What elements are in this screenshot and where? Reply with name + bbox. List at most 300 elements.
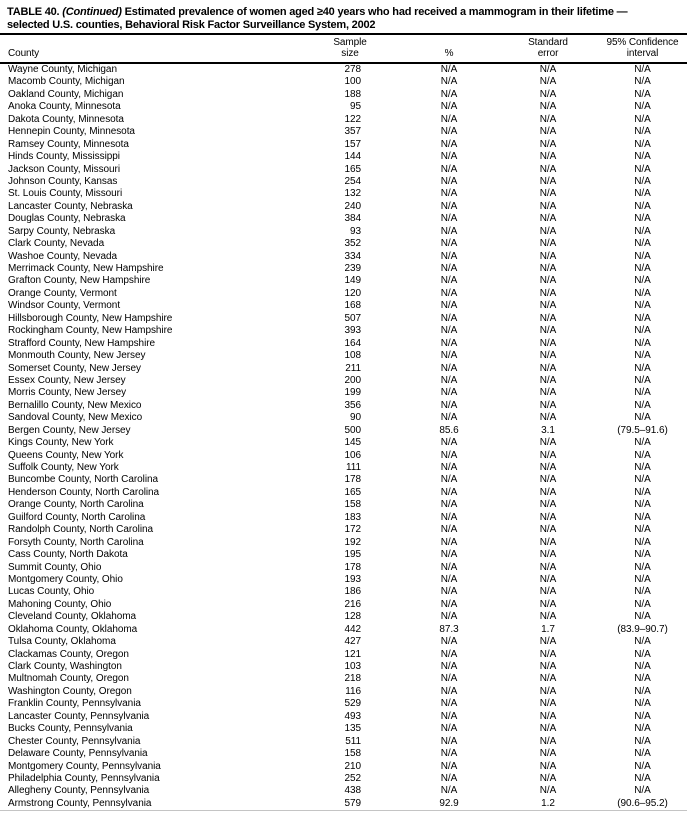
confidence-interval-cell: N/A (634, 772, 651, 784)
confidence-interval-cell: N/A (634, 113, 651, 125)
standard-error-cell: N/A (539, 175, 557, 187)
confidence-interval-cell: N/A (634, 151, 651, 163)
percent-cell: N/A (440, 101, 458, 113)
county-cell: Bucks County, Pennsylvania (8, 723, 133, 735)
sample-size-cell: 121 (344, 648, 361, 660)
confidence-interval-cell: N/A (634, 598, 651, 610)
sample-size-cell: 164 (344, 337, 361, 349)
table-row (0, 661, 687, 673)
table-row (0, 400, 687, 412)
standard-error-cell: N/A (539, 399, 557, 411)
percent-cell: N/A (440, 399, 458, 411)
table-row (0, 63, 687, 76)
sample-size-cell: 178 (344, 561, 361, 573)
percent-cell: N/A (440, 661, 458, 673)
standard-error-cell: N/A (539, 462, 557, 474)
county-cell: Kings County, New York (8, 437, 114, 449)
standard-error-cell: 1.7 (541, 623, 555, 635)
sample-size-cell: 165 (344, 163, 361, 175)
percent-cell: 85.6 (439, 424, 459, 436)
standard-error-cell: N/A (539, 312, 557, 324)
confidence-interval-cell: N/A (634, 524, 651, 536)
county-cell: Summit County, Ohio (8, 561, 102, 573)
sample-size-cell: 278 (344, 64, 361, 76)
table-row (0, 176, 687, 188)
table-row (0, 325, 687, 337)
percent-cell: N/A (440, 88, 458, 100)
confidence-interval-cell: N/A (634, 760, 651, 772)
county-cell: Wayne County, Michigan (8, 64, 117, 76)
confidence-interval-cell: N/A (634, 636, 651, 648)
confidence-interval-cell: N/A (634, 549, 651, 561)
percent-cell: N/A (440, 350, 458, 362)
table-body (0, 63, 687, 811)
confidence-interval-cell: N/A (634, 499, 651, 511)
sample-size-cell: 111 (345, 462, 361, 474)
county-cell: Merrimack County, New Hampshire (8, 263, 164, 275)
table-row (0, 300, 687, 312)
table-row (0, 213, 687, 225)
county-cell: Orange County, Vermont (8, 287, 117, 299)
sample-size-cell: 183 (344, 511, 361, 523)
percent-cell: N/A (440, 536, 458, 548)
standard-error-cell: N/A (539, 772, 557, 784)
sample-size-cell: 211 (345, 362, 361, 374)
header-row (0, 34, 687, 63)
table-row (0, 89, 687, 101)
county-cell: Washington County, Oregon (8, 685, 132, 697)
county-cell: Bergen County, New Jersey (8, 424, 131, 436)
table-row (0, 574, 687, 586)
county-cell: Hinds County, Mississippi (8, 151, 120, 163)
confidence-interval-cell: N/A (634, 362, 651, 374)
confidence-interval-cell: N/A (634, 76, 651, 88)
standard-error-cell: N/A (539, 710, 557, 722)
percent-cell: N/A (440, 312, 458, 324)
county-cell: Dakota County, Minnesota (8, 113, 124, 125)
table-title-line1 (7, 6, 684, 19)
standard-error-cell: N/A (539, 263, 557, 275)
table-header (0, 34, 687, 63)
prevalence-table (0, 33, 687, 811)
county-cell: Montgomery County, Ohio (8, 573, 123, 585)
table-continued-label: (Continued) (62, 6, 122, 18)
standard-error-cell: N/A (539, 673, 557, 685)
confidence-interval-cell: N/A (634, 250, 651, 262)
county-cell: St. Louis County, Missouri (8, 188, 123, 200)
standard-error-cell: N/A (539, 661, 557, 673)
standard-error-cell: N/A (539, 573, 557, 585)
table-row (0, 524, 687, 536)
table-row (0, 537, 687, 549)
standard-error-cell: N/A (539, 200, 557, 212)
sample-size-cell: 356 (344, 399, 361, 411)
sample-size-cell: 192 (344, 536, 361, 548)
county-cell: Essex County, New Jersey (8, 374, 126, 386)
standard-error-cell: N/A (539, 287, 557, 299)
standard-error-cell: N/A (539, 648, 557, 660)
table-row (0, 313, 687, 325)
county-cell: Cleveland County, Oklahoma (8, 611, 137, 623)
county-cell: Clackamas County, Oregon (8, 648, 129, 660)
standard-error-cell: N/A (539, 325, 557, 337)
standard-error-cell: N/A (539, 785, 557, 797)
table-row (0, 686, 687, 698)
sample-size-cell: 216 (344, 598, 361, 610)
table-title-line2: selected U.S. counties, Behavioral Risk Factor Surveillance System, 2002 (7, 19, 376, 31)
county-cell: Chester County, Pennsylvania (8, 735, 141, 747)
percent-cell: N/A (440, 685, 458, 697)
table-row (0, 785, 687, 797)
sample-size-cell: 442 (344, 623, 361, 635)
confidence-interval-cell: (83.9–90.7) (617, 623, 668, 635)
percent-cell: 87.3 (439, 623, 459, 635)
percent-cell: N/A (440, 126, 458, 138)
confidence-interval-cell: N/A (634, 300, 651, 312)
sample-size-cell: 120 (344, 287, 361, 299)
sample-size-cell: 132 (344, 188, 361, 200)
table-row (0, 549, 687, 561)
percent-cell: N/A (440, 499, 458, 511)
confidence-interval-cell: (79.5–91.6) (617, 424, 668, 436)
table-row (0, 611, 687, 623)
percent-cell: N/A (440, 374, 458, 386)
standard-error-cell: N/A (539, 225, 557, 237)
table-row (0, 748, 687, 760)
table-row (0, 139, 687, 151)
table-row (0, 499, 687, 511)
county-cell: Windsor County, Vermont (8, 300, 121, 312)
column-header-confidence-interval: 95% Confidence interval (598, 34, 687, 63)
percent-cell: N/A (440, 474, 458, 486)
county-cell: Delaware County, Pennsylvania (8, 748, 148, 760)
standard-error-cell: N/A (539, 536, 557, 548)
sample-size-cell: 210 (344, 760, 361, 772)
percent-cell: N/A (440, 412, 458, 424)
sample-size-cell: 352 (344, 238, 361, 250)
confidence-interval-cell: N/A (634, 511, 651, 523)
confidence-interval-cell: N/A (634, 163, 651, 175)
county-cell: Hillsborough County, New Hampshire (8, 312, 173, 324)
table-row (0, 151, 687, 163)
sample-size-cell: 172 (344, 524, 361, 536)
table-row (0, 723, 687, 735)
standard-error-cell: N/A (539, 760, 557, 772)
standard-error-cell: N/A (539, 549, 557, 561)
percent-cell: N/A (440, 113, 458, 125)
sample-size-cell: 158 (344, 748, 361, 760)
percent-cell: N/A (440, 549, 458, 561)
table-row (0, 437, 687, 449)
confidence-interval-cell: N/A (634, 175, 651, 187)
standard-error-cell: N/A (539, 151, 557, 163)
sample-size-cell: 193 (344, 573, 361, 585)
percent-cell: N/A (440, 598, 458, 610)
county-cell: Buncombe County, North Carolina (8, 474, 159, 486)
sample-size-cell: 199 (344, 387, 361, 399)
standard-error-cell: N/A (539, 449, 557, 461)
sample-size-cell: 195 (344, 549, 361, 561)
confidence-interval-cell: N/A (634, 225, 651, 237)
column-header-county: County (0, 34, 300, 63)
table-row (0, 226, 687, 238)
table-row (0, 586, 687, 598)
confidence-interval-cell: N/A (634, 685, 651, 697)
percent-cell: N/A (440, 723, 458, 735)
standard-error-cell: N/A (539, 138, 557, 150)
standard-error-cell: N/A (539, 213, 557, 225)
standard-error-cell: N/A (539, 735, 557, 747)
standard-error-cell: N/A (539, 499, 557, 511)
confidence-interval-cell: N/A (634, 586, 651, 598)
county-cell: Orange County, North Carolina (8, 499, 144, 511)
percent-cell: N/A (440, 462, 458, 474)
county-cell: Queens County, New York (8, 449, 124, 461)
table-row (0, 736, 687, 748)
table-row (0, 201, 687, 213)
standard-error-cell: N/A (539, 101, 557, 113)
percent-cell: N/A (440, 362, 458, 374)
percent-cell: N/A (440, 263, 458, 275)
percent-cell: N/A (440, 760, 458, 772)
county-cell: Rockingham County, New Hampshire (8, 325, 173, 337)
standard-error-cell: N/A (539, 126, 557, 138)
confidence-interval-cell: N/A (634, 325, 651, 337)
percent-cell: N/A (440, 213, 458, 225)
county-cell: Hennepin County, Minnesota (8, 126, 135, 138)
sample-size-cell: 334 (344, 250, 361, 262)
standard-error-cell: N/A (539, 474, 557, 486)
confidence-interval-cell: N/A (634, 64, 651, 76)
percent-cell: N/A (440, 238, 458, 250)
county-cell: Sarpy County, Nebraska (8, 225, 116, 237)
confidence-interval-cell: N/A (634, 213, 651, 225)
table-row (0, 251, 687, 263)
standard-error-cell: N/A (539, 437, 557, 449)
sample-size-cell: 158 (344, 499, 361, 511)
sample-size-cell: 529 (344, 698, 361, 710)
confidence-interval-cell: N/A (634, 735, 651, 747)
county-cell: Cass County, North Dakota (8, 549, 128, 561)
standard-error-cell: N/A (539, 238, 557, 250)
sample-size-cell: 438 (344, 785, 361, 797)
percent-cell: N/A (440, 561, 458, 573)
percent-cell: N/A (440, 449, 458, 461)
sample-size-cell: 128 (344, 611, 361, 623)
standard-error-cell: N/A (539, 387, 557, 399)
confidence-interval-cell: N/A (634, 412, 651, 424)
county-cell: Mahoning County, Ohio (8, 598, 112, 610)
confidence-interval-cell: N/A (634, 238, 651, 250)
county-cell: Tulsa County, Oklahoma (8, 636, 116, 648)
sample-size-cell: 144 (344, 151, 361, 163)
table-row (0, 636, 687, 648)
confidence-interval-cell: N/A (634, 275, 651, 287)
confidence-interval-cell: N/A (634, 337, 651, 349)
county-cell: Washoe County, Nevada (8, 250, 118, 262)
county-cell: Philadelphia County, Pennsylvania (8, 772, 160, 784)
county-cell: Lancaster County, Pennsylvania (8, 710, 150, 722)
standard-error-cell: N/A (539, 524, 557, 536)
confidence-interval-cell: N/A (634, 785, 651, 797)
percent-cell: N/A (440, 486, 458, 498)
percent-cell: 92.9 (439, 797, 459, 809)
confidence-interval-cell: N/A (634, 200, 651, 212)
table-row (0, 798, 687, 811)
confidence-interval-cell: N/A (634, 374, 651, 386)
sample-size-cell: 493 (344, 710, 361, 722)
standard-error-cell: N/A (539, 611, 557, 623)
sample-size-cell: 254 (344, 175, 361, 187)
standard-error-cell: 3.1 (541, 424, 555, 436)
county-cell: Clark County, Nevada (8, 238, 105, 250)
sample-size-cell: 149 (344, 275, 361, 287)
percent-cell: N/A (440, 175, 458, 187)
sample-size-cell: 93 (349, 225, 361, 237)
table-row (0, 624, 687, 636)
confidence-interval-cell: N/A (634, 710, 651, 722)
percent-cell: N/A (440, 200, 458, 212)
confidence-interval-cell: N/A (634, 350, 651, 362)
county-cell: Forsyth County, North Carolina (8, 536, 144, 548)
sample-size-cell: 122 (344, 113, 361, 125)
confidence-interval-cell: N/A (634, 486, 651, 498)
sample-size-cell: 252 (344, 772, 361, 784)
sample-size-cell: 145 (344, 437, 361, 449)
percent-cell: N/A (440, 524, 458, 536)
sample-size-cell: 200 (344, 374, 361, 386)
county-cell: Somerset County, New Jersey (8, 362, 141, 374)
standard-error-cell: N/A (539, 163, 557, 175)
county-cell: Ramsey County, Minnesota (8, 138, 129, 150)
table-row (0, 487, 687, 499)
standard-error-cell: N/A (539, 350, 557, 362)
percent-cell: N/A (440, 573, 458, 585)
standard-error-cell: N/A (539, 561, 557, 573)
confidence-interval-cell: N/A (634, 312, 651, 324)
sample-size-cell: 90 (349, 412, 361, 424)
standard-error-cell: N/A (539, 76, 557, 88)
sample-size-cell: 165 (344, 486, 361, 498)
standard-error-cell: N/A (539, 598, 557, 610)
county-cell: Monmouth County, New Jersey (8, 350, 146, 362)
county-cell: Macomb County, Michigan (8, 76, 125, 88)
sample-size-cell: 100 (344, 76, 361, 88)
percent-cell: N/A (440, 337, 458, 349)
sample-size-cell: 393 (344, 325, 361, 337)
confidence-interval-cell: N/A (634, 449, 651, 461)
standard-error-cell: N/A (539, 88, 557, 100)
table-row (0, 761, 687, 773)
table-row (0, 711, 687, 723)
county-cell: Randolph County, North Carolina (8, 524, 154, 536)
sample-size-cell: 186 (344, 586, 361, 598)
table-row (0, 462, 687, 474)
percent-cell: N/A (440, 735, 458, 747)
confidence-interval-cell: N/A (634, 188, 651, 200)
confidence-interval-cell: N/A (634, 561, 651, 573)
confidence-interval-cell: N/A (634, 611, 651, 623)
table-row (0, 698, 687, 710)
sample-size-cell: 108 (344, 350, 361, 362)
percent-cell: N/A (440, 710, 458, 722)
standard-error-cell: N/A (539, 300, 557, 312)
percent-cell: N/A (440, 387, 458, 399)
county-cell: Sandoval County, New Mexico (8, 412, 143, 424)
county-cell: Morris County, New Jersey (8, 387, 127, 399)
percent-cell: N/A (440, 748, 458, 760)
table-row (0, 599, 687, 611)
sample-size-cell: 384 (344, 213, 361, 225)
sample-size-cell: 240 (344, 200, 361, 212)
standard-error-cell: N/A (539, 698, 557, 710)
confidence-interval-cell: N/A (634, 263, 651, 275)
table-row (0, 512, 687, 524)
county-cell: Johnson County, Kansas (8, 175, 118, 187)
confidence-interval-cell: N/A (634, 748, 651, 760)
percent-cell: N/A (440, 64, 458, 76)
standard-error-cell: N/A (539, 64, 557, 76)
column-header-standard-error: Standard error (498, 34, 598, 63)
county-cell: Jackson County, Missouri (8, 163, 120, 175)
confidence-interval-cell: N/A (634, 387, 651, 399)
sample-size-cell: 511 (345, 735, 361, 747)
table-row (0, 350, 687, 362)
county-cell: Montgomery County, Pennsylvania (8, 760, 161, 772)
standard-error-cell: N/A (539, 337, 557, 349)
table-row (0, 649, 687, 661)
county-cell: Lucas County, Ohio (8, 586, 95, 598)
sample-size-cell: 218 (344, 673, 361, 685)
sample-size-cell: 188 (344, 88, 361, 100)
sample-size-cell: 106 (344, 449, 361, 461)
table-row (0, 164, 687, 176)
confidence-interval-cell: N/A (634, 573, 651, 585)
standard-error-cell: N/A (539, 636, 557, 648)
percent-cell: N/A (440, 138, 458, 150)
confidence-interval-cell: N/A (634, 648, 651, 660)
sample-size-cell: 500 (344, 424, 361, 436)
standard-error-cell: N/A (539, 188, 557, 200)
confidence-interval-cell: N/A (634, 536, 651, 548)
table-row (0, 114, 687, 126)
sample-size-cell: 239 (344, 263, 361, 275)
table-row (0, 275, 687, 287)
percent-cell: N/A (440, 772, 458, 784)
standard-error-cell: N/A (539, 486, 557, 498)
confidence-interval-cell: N/A (634, 399, 651, 411)
percent-cell: N/A (440, 163, 458, 175)
standard-error-cell: N/A (539, 412, 557, 424)
confidence-interval-cell: N/A (634, 101, 651, 113)
column-header-sample-size: Sample size (300, 34, 400, 63)
column-header-percent: % (400, 34, 498, 63)
percent-cell: N/A (440, 785, 458, 797)
county-cell: Oklahoma County, Oklahoma (8, 623, 138, 635)
county-cell: Anoka County, Minnesota (8, 101, 121, 113)
confidence-interval-cell: N/A (634, 287, 651, 299)
percent-cell: N/A (440, 151, 458, 163)
standard-error-cell: N/A (539, 685, 557, 697)
percent-cell: N/A (440, 673, 458, 685)
sample-size-cell: 103 (344, 661, 361, 673)
percent-cell: N/A (440, 275, 458, 287)
confidence-interval-cell: N/A (634, 437, 651, 449)
standard-error-cell: N/A (539, 374, 557, 386)
percent-cell: N/A (440, 698, 458, 710)
county-cell: Oakland County, Michigan (8, 88, 124, 100)
confidence-interval-cell: N/A (634, 138, 651, 150)
